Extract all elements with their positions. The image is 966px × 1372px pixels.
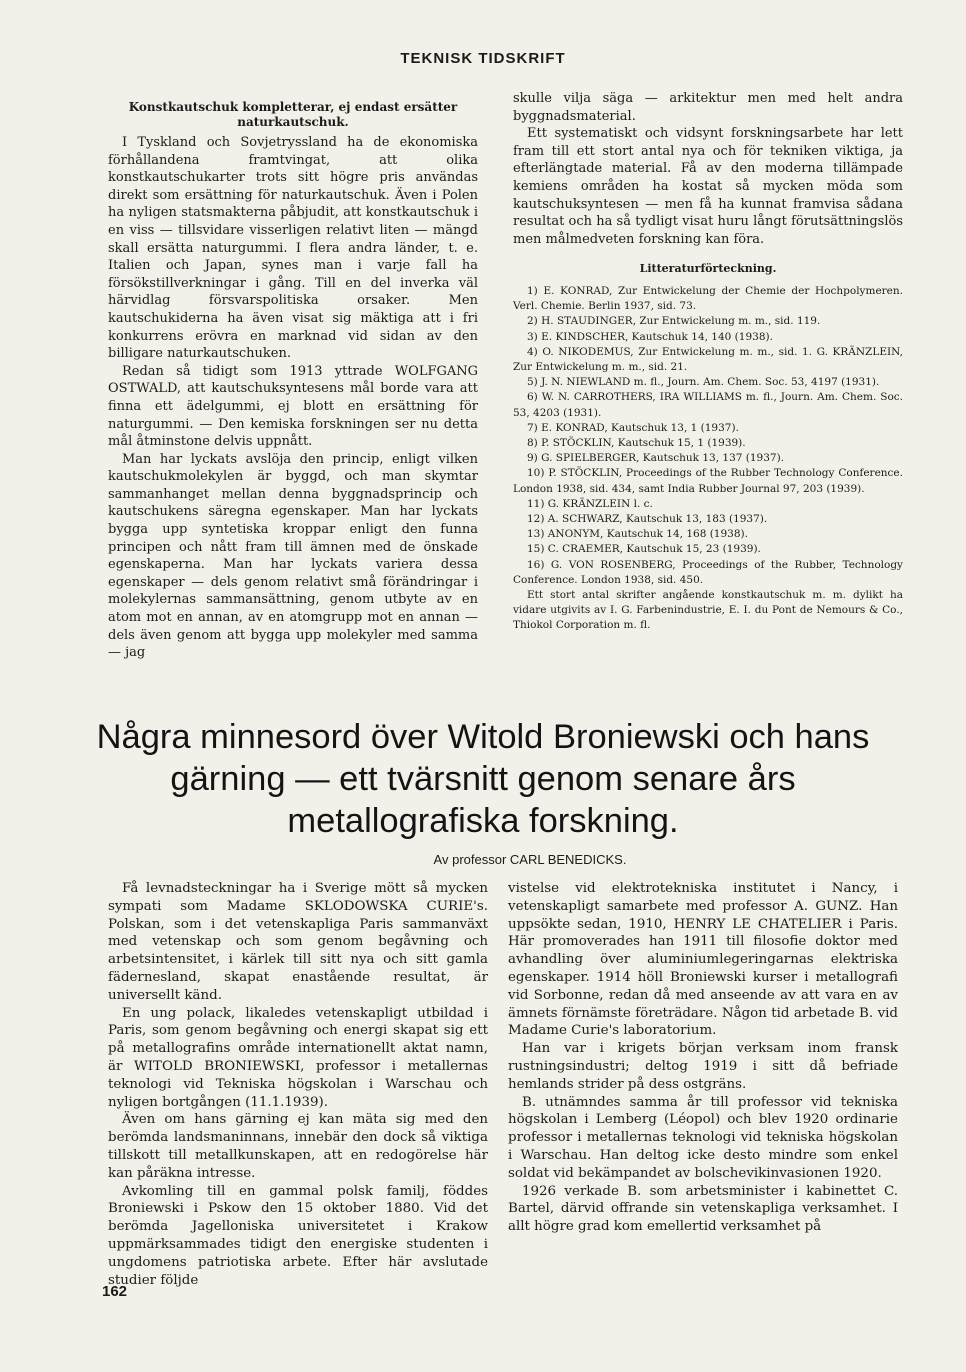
bottom-right-column [508,880,898,1236]
article-title: Några minnesord över Witold Broniewski och hans gärning — ett tvärsnitt genom senare års metallografiska forskning. [96,718,870,840]
bottom-left-column [108,880,488,1289]
reference-item: 8) P. STÖCKLIN, Kautschuk 15, 1 (1939). [527,436,746,449]
paragraph: Även om hans gärning ej kan mäta sig med den berömda landsmaninnans, innebär den dock så viktiga tillskott till metallkunskapen, att en redogörelse här kan påräkna intresse. [108,1112,488,1181]
paragraph: 1926 verkade B. som arbetsminister i kabinettet C. Bartel, därvid offrande sin vetenskapliga verksamhet. I allt högre grad kom emellertid verksamhet på [508,1183,898,1235]
reference-item: 4) O. NIKODEMUS, Zur Entwickelung m. m., sid. 1. G. KRÄNZLEIN, Zur Entwickelung m. m., sid. 21. [513,345,903,373]
references-title: Litteraturförteckning. [639,262,777,276]
reference-item: 3) E. KINDSCHER, Kautschuk 14, 140 (1938). [527,330,773,343]
top-left-column [108,100,478,662]
article-byline: Av professor CARL BENEDICKS. [433,852,627,867]
section-heading: Konstkautschuk kompletterar, ej endast ersätter naturkautschuk. [128,100,458,129]
reference-note: Ett stort antal skrifter angående konstkautschuk m. m. dylikt ha vidare utgivits av I. G. Farbenindustrie, E. I. du Pont de Nemours & Co., Thiokol Corporation m. fl. [513,589,903,632]
paragraph: Få levnadsteckningar ha i Sverige mött så mycken sympati som Madame SKLODOWSKA CURIE's. Polskan, som i det vetenskapliga Paris sammanväxt med vetenskap och som genom begåvning och arbetsintensitet, i kärlek till sitt nya och sitt gamla fädernesland, skapat enastående resultat, är universellt känd. [108,881,488,1003]
page-number: 162 [102,1283,128,1300]
reference-item: 6) W. N. CARROTHERS, IRA WILLIAMS m. fl., Journ. Am. Chem. Soc. 53, 4203 (1931). [513,391,903,419]
reference-item: 12) A. SCHWARZ, Kautschuk 13, 183 (1937). [527,512,768,525]
paragraph: Ett systematiskt och vidsynt forskningsarbete har lett fram till ett stort antal nya och för tekniken viktiga, ja efterlängtade material. Få av den moderna tillämpade kemiens områden ha kostat så mycken möda som kautschuksyntesen — men få ha kunnat framvisa sådana resultat och ha så tydligt visat huru långt förutsättningslös men målmedveten forskning kan föra. [513,126,903,247]
reference-item: 13) ANONYM, Kautschuk 14, 168 (1938). [527,528,748,541]
paragraph: Han var i krigets början verksam inom fransk rustningsindustri; deltog 1919 i sitt då befriade hemlands strider på dess ostgräns. [508,1041,898,1092]
paragraph: Avkomling till en gammal polsk familj, föddes Broniewski i Pskow den 15 oktober 1880. Vid det berömda Jagelloniska universitetet i Krakow uppmärksammades tidigt den energiske studenten i ungdomens patriotiska arbete. Efter här avslutade studier följde [108,1183,488,1288]
paragraph: I Tyskland och Sovjetryssland ha de ekonomiska förhållandena framtvingat, att olika konstkautschukarter trots sitt högre pris användas direkt som ersättning för naturkautschuk. Även i Polen ha nyligen statsmakterna påbjudit, att konstkautschuk i en viss — tillsvidare visserligen relativt liten — mängd skall ersätta naturgummi. I flera andra länder, t. e. Italien och Japan, synes man i varje fall ha försökstillverkningar i gång. Till en del inverka väl härvidlag försvarspolitiska orsaker. Men kautschukiderna ha även visat sig mäktiga att i fri konkurrens erövra en marknad vid sidan av den billigare naturkautschuken. [108,135,478,362]
paragraph: B. utnämndes samma år till professor vid tekniska högskolan i Lemberg (Léopol) och blev 1920 ordinarie professor i metallernas teknologi vid tekniska högskolan i Warschau. Han deltog icke desto mindre som enkel soldat vid bekämpandet av bolschevikinvasionen 1920. [508,1094,898,1181]
paragraph: Man har lyckats avslöja den princip, enligt vilken kautschukmolekylen är byggd, och man skymtar sammanhanget mellan denna byggnadsprincip och kautschukens säregna egenskaper. Man har lyckats bygga upp syntetiska kroppar enligt den funna principen och nått fram till ämnen med de önskade egenskaperna. Man har lyckats variera dessa egenskaper — dels genom relativt små förändringar i molekylernas sammansättning, genom utbyte av en atom mot en annan, av en atomgrupp mot en annan — dels även genom att bygga upp molekyler med samma — jag [108,451,478,661]
reference-item: 16) G. VON ROSENBERG, Proceedings of the Rubber, Technology Conference. London 1938, sid. 450. [513,558,903,586]
reference-item: 10) P. STÖCKLIN, Proceedings of the Rubber Technology Conference. London 1938, sid. 434, samt India Rubber Journal 97, 203 (1939). [513,467,903,495]
paragraph: Redan så tidigt som 1913 yttrade WOLFGANG OSTWALD, att kautschuksyntesens mål borde vara att finna ett ädelgummi, ej blott en ersättning för naturgummi. — Den kemiska forskningen ser nu detta mål åtminstone delvis uppnått. [108,363,478,450]
top-right-column [513,90,903,634]
reference-item: 9) G. SPIELBERGER, Kautschuk 13, 137 (1937). [527,452,785,465]
reference-item: 11) G. KRÄNZLEIN l. c. [527,497,653,510]
journal-header: TEKNISK TIDSKRIFT [400,50,566,67]
paragraph: En ung polack, likaledes vetenskapligt utbildad i Paris, som genom begåvning och energi skapat sig ett på metallografins område internationellt aktat namn, är WITOLD BRONIEWSKI, professor i metallernas teknologi vid Tekniska högskolan i Warschau och nyligen bortgången (11.1.1939). [108,1005,488,1110]
reference-item: 1) E. KONRAD, Zur Entwickelung der Chemie der Hochpolymeren. Verl. Chemie. Berlin 1937, sid. 73. [513,284,903,313]
paragraph: vistelse vid elektrotekniska institutet i Nancy, i vetenskapligt samarbete med professor A. GUNZ. Han uppsökte sedan, 1910, HENRY LE CHATELIER i Paris. Här promoverades han 1911 till filosofie doktor med avhandling över aluminiumlegeringarnas elektriska egenskaper. 1914 höll Broniewski kurser i metallografi vid Sorbonne, redan då med anseende av att vara en av ämnets förnämste företrädare. Någon tid arbetade B. vid Madame Curie's laboratorium. [508,881,898,1039]
reference-item: 2) H. STAUDINGER, Zur Entwickelung m. m., sid. 119. [527,315,821,328]
references-list [513,284,903,634]
paragraph: skulle vilja säga — arkitektur men med helt andra byggnadsmaterial. [513,91,903,124]
reference-item: 5) J. N. NIEWLAND m. fl., Journ. Am. Chem. Soc. 53, 4197 (1931). [527,376,880,389]
reference-item: 15) C. CRAEMER, Kautschuk 15, 23 (1939). [527,543,761,556]
reference-item: 7) E. KONRAD, Kautschuk 13, 1 (1937). [527,421,739,434]
